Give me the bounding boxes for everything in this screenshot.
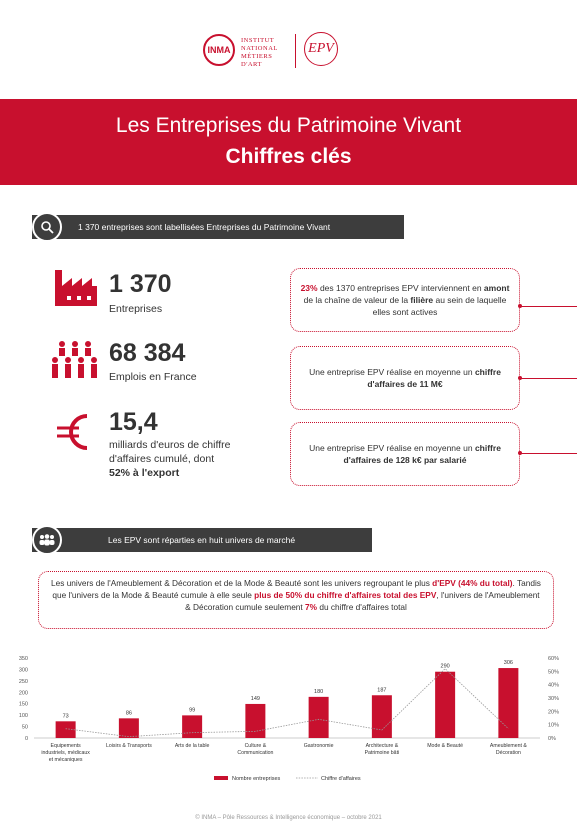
x-tick-label: industriels, médicaux	[41, 750, 90, 756]
y-left-tick-label: 200	[18, 690, 28, 697]
callout-highlight: 23%	[300, 283, 318, 293]
bar	[498, 668, 518, 738]
x-tick-label: Communication	[237, 750, 274, 756]
epv-logo-text: EPV	[308, 41, 334, 56]
summary-text: Les univers de l'Ameublement & Décoration et de la Mode & Beauté sont les univers regroupant le plus	[51, 578, 433, 588]
x-tick-label: Architecture &	[365, 743, 399, 749]
bar	[309, 697, 329, 738]
bar-data-label: 290	[440, 663, 450, 670]
x-tick-label: Arts de la table	[174, 743, 210, 749]
x-tick-label: Décoration	[495, 750, 521, 756]
y-right-tick-label: 60%	[548, 656, 560, 662]
y-right-tick-label: 20%	[548, 709, 560, 716]
stat-value: 1 370	[109, 270, 172, 298]
summary-text: . Tandis que l'univers de la Mode & Beauté cumule à elle seule	[52, 578, 541, 600]
connector-dot	[518, 376, 522, 380]
search-icon	[32, 212, 62, 242]
factory-icon	[53, 268, 99, 313]
bar	[435, 672, 455, 738]
summary-text: , l'univers de l'Ameublement & Décoration cumule seulement	[185, 590, 540, 612]
x-tick-label: Mode & Beauté	[427, 743, 464, 749]
callout-text: de la chaîne de valeur de la	[303, 295, 411, 305]
logo-line: INSTITUT	[241, 37, 275, 44]
group-icon	[32, 525, 62, 555]
section-bar-text: Les EPV sont réparties en huit univers de marché	[108, 535, 296, 545]
callout-upstream	[290, 268, 520, 332]
y-right-tick-label: 50%	[548, 669, 560, 676]
legend-swatch-bars	[214, 776, 228, 780]
y-left-tick-label: 50	[21, 724, 28, 731]
x-tick-label: Gastronomie	[303, 743, 334, 749]
bar-data-label: 187	[377, 687, 387, 694]
section-bar-text: 1 370 entreprises sont labellisées Entreprises du Patrimoine Vivant	[78, 222, 331, 232]
bar-data-label: 180	[314, 688, 324, 695]
section-bar-epv-count	[32, 215, 404, 239]
legend-label-bars: Nombre entreprises	[232, 776, 281, 782]
x-tick-label: Equipements	[50, 743, 81, 749]
stat-label: milliards d'euros de chiffre	[109, 439, 231, 451]
callout-highlight: chiffre d'affaires de 128 k€ par salarié	[343, 443, 501, 465]
stat-label: Entreprises	[109, 303, 163, 315]
stat-value: 68 384	[109, 339, 186, 367]
market-summary-box	[38, 571, 554, 629]
y-right-tick-label: 40%	[548, 682, 560, 689]
inma-logo-text: INMA	[207, 44, 231, 55]
stat-revenue	[109, 410, 230, 480]
title-banner	[0, 99, 577, 185]
callout-text: Une entreprise EPV réalise en moyenne un	[309, 443, 475, 453]
bar	[372, 695, 392, 738]
y-left-tick-label: 250	[18, 678, 28, 685]
connector-dot	[518, 304, 522, 308]
bar	[56, 721, 76, 738]
x-tick-label: Patrimoine bâti	[364, 750, 400, 756]
callout-highlight: filière	[410, 295, 434, 305]
logo-line: NATIONAL	[241, 45, 278, 52]
bar-data-label: 86	[125, 710, 132, 717]
callout-text: des 1370 entreprises EPV interviennent en	[317, 283, 484, 293]
x-tick-label: Ameublement &	[489, 743, 527, 749]
bar	[245, 704, 265, 738]
x-tick-label: Loisirs & Transports	[105, 743, 152, 749]
inma-logo-wordmark	[241, 37, 278, 69]
callout-highlight: amont	[483, 283, 510, 293]
section-bar-market-universes	[32, 528, 372, 552]
connector-line	[520, 306, 577, 307]
bar-data-label: 306	[503, 660, 513, 667]
summary-highlight: plus de 50% du chiffre d'affaires total des EPV	[254, 590, 437, 600]
callout-revenue-per-employee	[290, 422, 520, 486]
connector-line	[520, 453, 577, 454]
bar-data-label: 99	[189, 707, 196, 714]
y-left-tick-label: 350	[18, 656, 28, 662]
logo-line: MÉTIERS	[241, 53, 273, 60]
stat-label: d'affaires cumulé, dont	[109, 453, 215, 465]
y-left-tick-label: 100	[18, 713, 28, 720]
inma-logo	[203, 34, 235, 66]
stat-value: 15,4	[109, 408, 158, 436]
euro-icon	[53, 408, 95, 461]
bar	[182, 715, 202, 738]
page-subtitle: Chiffres clés	[225, 145, 352, 168]
footer: © INMA – Pôle Ressources & Intelligence économique – octobre 2021	[195, 815, 382, 821]
logo-line: D'ART	[241, 61, 262, 68]
connector-dot	[518, 451, 522, 455]
connector-line	[520, 378, 577, 379]
logo-divider	[295, 34, 296, 68]
callout-text: Une entreprise EPV réalise en moyenne un	[309, 367, 475, 377]
page-title: Les Entreprises du Patrimoine Vivant	[115, 114, 462, 137]
x-tick-label: et mécaniques	[48, 757, 83, 763]
stat-companies	[109, 272, 172, 316]
stat-label-export: 52% à l'export	[109, 467, 180, 479]
summary-highlight: d'EPV (44% du total)	[432, 578, 513, 588]
bar	[119, 718, 139, 738]
people-icon	[50, 340, 100, 385]
epv-logo	[304, 32, 338, 66]
stat-label: Emplois en France	[109, 371, 197, 383]
summary-text: du chiffre d'affaires total	[317, 602, 407, 612]
y-left-tick-label: 0	[24, 736, 28, 742]
market-universe-chart	[0, 648, 577, 808]
stat-jobs	[109, 341, 197, 384]
x-tick-label: Culture &	[244, 743, 267, 749]
callout-highlight: chiffre d'affaires de 11 M€	[367, 367, 501, 389]
y-right-tick-label: 30%	[548, 696, 560, 702]
y-left-tick-label: 300	[18, 667, 28, 674]
summary-highlight: 7%	[305, 602, 318, 612]
y-right-tick-label: 0%	[548, 736, 556, 742]
callout-text: au sein de laquelle elles sont actives	[372, 295, 507, 317]
y-left-tick-label: 150	[18, 701, 28, 708]
legend-label-line: Chiffre d'affaires	[321, 776, 361, 782]
bar-data-label: 73	[62, 713, 69, 720]
callout-average-revenue	[290, 346, 520, 410]
y-right-tick-label: 10%	[548, 722, 560, 729]
bar-data-label: 149	[250, 695, 260, 702]
